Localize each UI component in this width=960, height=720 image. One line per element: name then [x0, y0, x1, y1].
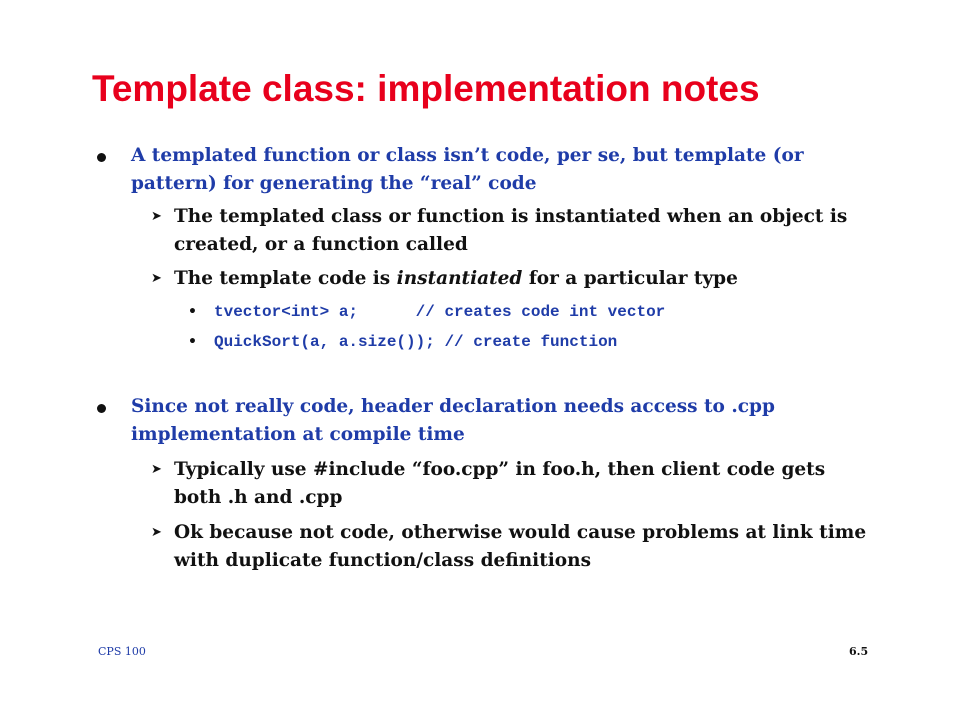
slide-number: 6.5 — [849, 645, 869, 658]
bullet-dot-icon — [97, 404, 106, 413]
arrow-bullet-icon: ➤ — [151, 209, 162, 224]
arrow-bullet-icon: ➤ — [151, 271, 162, 286]
arrow-bullet-icon: ➤ — [151, 525, 162, 540]
bullet-dot-icon — [97, 153, 106, 162]
bullet-2-sub-1: Typically use #include “foo.cpp” in foo.h, then client code gets both .h and .cpp — [174, 459, 826, 508]
code-line-1: tvector<int> a; // creates code int vector — [214, 303, 666, 321]
arrow-bullet-icon: ➤ — [151, 462, 162, 477]
bullet-2-text: Since not really code, header declaration needs access to .cpp implementation at compile time — [131, 396, 775, 445]
small-dot-icon: • — [188, 304, 197, 320]
small-dot-icon: • — [188, 334, 197, 350]
bullet-1-sub-1: The templated class or function is instantiated when an object is created, or a function called — [174, 206, 848, 255]
page-title: Template class: implementation notes — [92, 68, 760, 109]
sub-2-text-italic: instantiated — [396, 268, 523, 289]
bullet-1-text: A templated function or class isn’t code, per se, but template (or pattern) for generating the “real” code — [131, 145, 804, 194]
bullet-1-sub-2 — [174, 265, 864, 293]
code-line-2: QuickSort(a, a.size()); // create function — [214, 333, 618, 351]
sub-2-text-after: for a particular type — [522, 268, 738, 289]
bullet-2-sub-2: Ok because not code, otherwise would cause problems at link time with duplicate function/class definitions — [174, 522, 867, 571]
sub-2-text-before: The template code is — [174, 268, 397, 289]
footer-course: CPS 100 — [98, 645, 146, 658]
